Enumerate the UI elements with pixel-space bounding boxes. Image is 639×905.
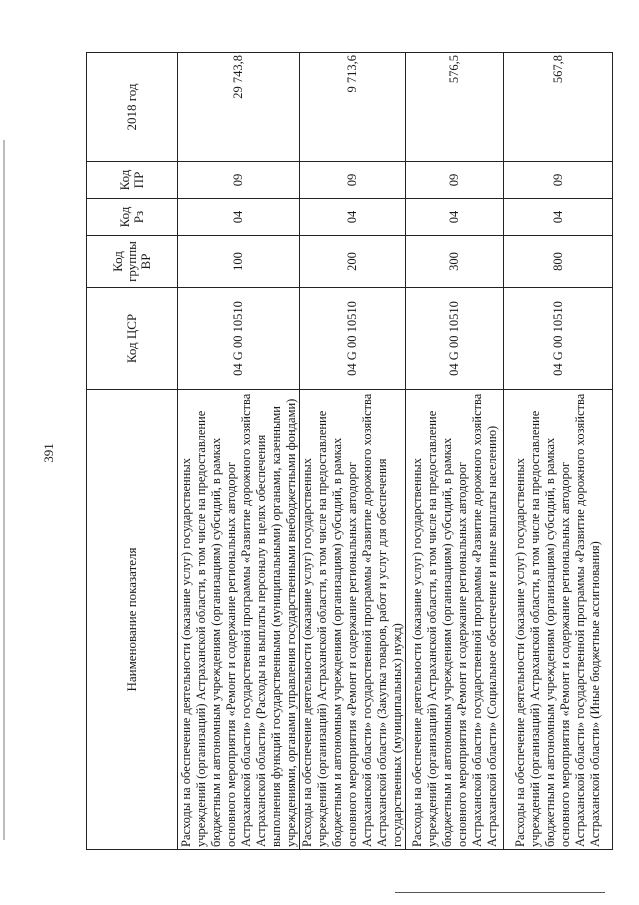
table-row [178,53,300,850]
row-amount: 576,5 [406,53,504,162]
row-vr: 300 [406,236,504,288]
row-rz: 04 [178,199,300,236]
footer-rule [395,892,605,893]
header-rz: Код Рз [87,199,178,236]
row-csr: 04 G 00 10510 [504,288,613,390]
row-vr: 200 [300,236,406,288]
page-number: 391 [41,443,56,463]
table-row [504,53,613,850]
row-name: Расходы на обеспечение деятельности (оказание услуг) государственных учреждений (организаций) Астраханской области, в том числе на предоставление бюджетным и автономным учреждениям (организациям) субсидий, в рамках основного мероприятия «Ремонт и содержание региональных автодорог Астраханской области» государственной программы «Развитие дорожного хозяйства Астраханской области» (Закупка товаров, работ и услуг для обеспечения государственных (муниципальных) нужд) [300,390,406,850]
row-vr: 800 [504,236,613,288]
row-name: Расходы на обеспечение деятельности (оказание услуг) государственных учреждений (организаций) Астраханской области, в том числе на предоставление бюджетным и автономным учреждениям (организациям) субсидий, в рамках основного мероприятия «Ремонт и содержание региональных автодорог Астраханской области» государственной программы «Развитие дорожного хозяйства Астраханской области» (Расходы на выплаты персоналу в целях обеспечения выполнения функций государственными (муниципальными) органами, казенными учреждениями, органами управления государственными внебюджетными фондами) [178,390,300,850]
header-year: 2018 год [87,53,178,162]
row-pr: 09 [300,162,406,199]
row-amount: 29 743,8 [178,53,300,162]
row-rz: 04 [504,199,613,236]
header-row [87,53,178,850]
table-row [300,53,406,850]
row-name: Расходы на обеспечение деятельности (оказание услуг) государственных учреждений (организаций) Астраханской области, в том числе на предоставление бюджетным и автономным учреждениям (организациям) субсидий, в рамках основного мероприятия «Ремонт и содержание региональных автодорог Астраханской области» государственной программы «Развитие дорожного хозяйства Астраханской области» (Иные бюджетные ассигнования) [504,390,613,850]
header-name: Наименование показателя [87,390,178,850]
header-vr: Код группы ВР [87,236,178,288]
rotated-page [86,53,603,850]
row-amount: 9 713,6 [300,53,406,162]
row-vr: 100 [178,236,300,288]
budget-table [86,52,613,850]
row-name: Расходы на обеспечение деятельности (оказание услуг) государственных учреждений (организаций) Астраханской области, в том числе на предоставление бюджетным и автономным учреждениям (организациям) субсидий, в рамках основного мероприятия «Ремонт и содержание региональных автодорог Астраханской области» государственной программы «Развитие дорожного хозяйства Астраханской области» (Социальное обеспечение и иные выплаты населению) [406,390,504,850]
row-rz: 04 [406,199,504,236]
scan-edge-shadow [3,140,5,840]
table-row [406,53,504,850]
row-pr: 09 [178,162,300,199]
header-csr: Код ЦСР [87,288,178,390]
row-pr: 09 [504,162,613,199]
row-amount: 567,8 [504,53,613,162]
row-csr: 04 G 00 10510 [178,288,300,390]
header-pr: Код ПР [87,162,178,199]
row-pr: 09 [406,162,504,199]
row-rz: 04 [300,199,406,236]
row-csr: 04 G 00 10510 [300,288,406,390]
row-csr: 04 G 00 10510 [406,288,504,390]
